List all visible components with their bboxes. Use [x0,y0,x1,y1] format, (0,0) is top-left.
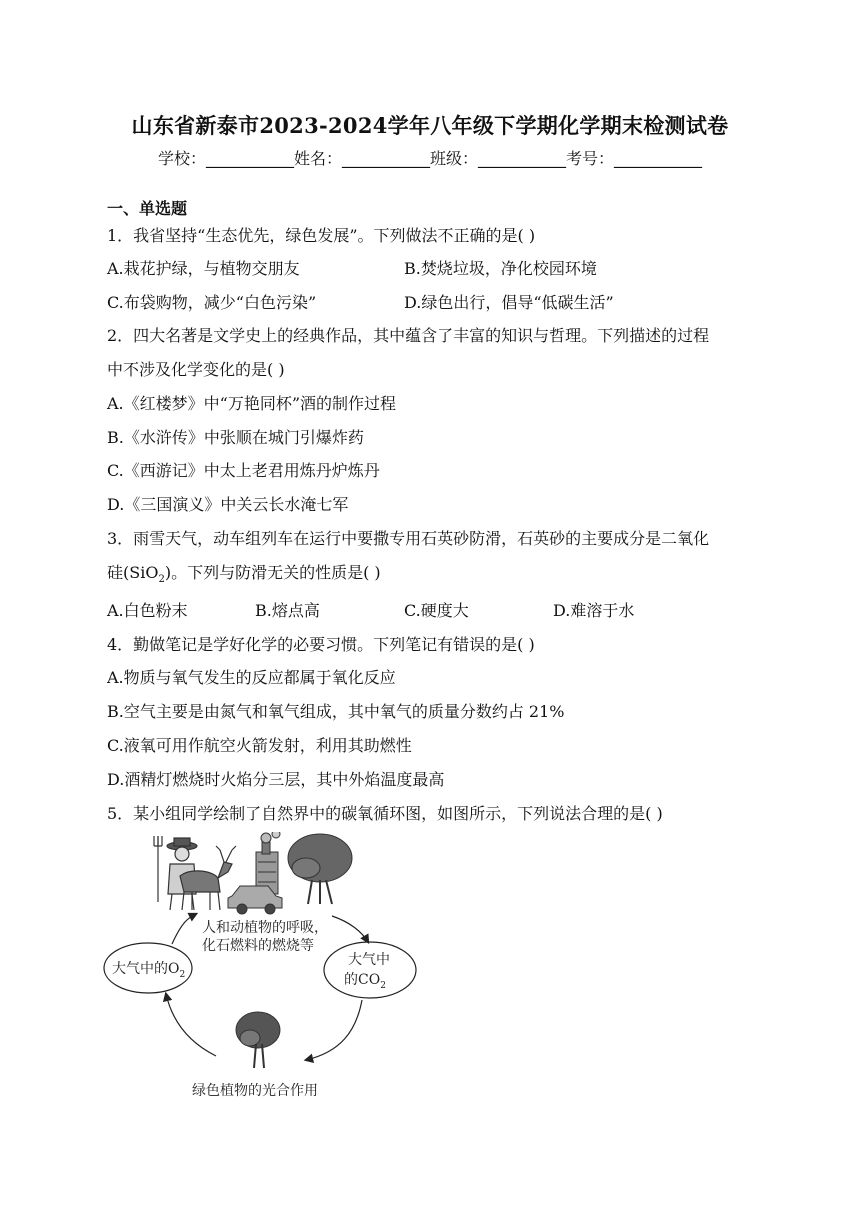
question-2-option-a: A.《红楼梦》中“万艳同杯”酒的制作过程 [107,394,397,413]
tree-illustration [288,834,352,904]
plant-tree-illustration [236,1012,280,1068]
photosynthesis-label: 绿色植物的光合作用 [192,1083,318,1099]
student-info-line: 学校：___________姓名：___________班级：___________考号：___________ [157,149,702,168]
question-3-option-b: B.熔点高 [255,601,320,620]
carbon-oxygen-cycle-diagram [100,832,440,1107]
question-1-option-a: A.栽花护绿，与植物交朋友 [107,259,300,278]
respiration-label-line-2: 化石燃料的燃烧等 [202,938,314,954]
factory-illustration [256,832,280,894]
atmospheric-co2-label-line-2: 的$CO_2$ [344,972,386,991]
atmospheric-o2-label: 大气中的$O_2$ [112,961,186,980]
question-3-option-c: C.硬度大 [404,601,469,620]
question-2-option-c: C.《西游记》中太上老君用炼丹炉炼丹 [107,461,380,480]
question-1-option-d: D.绿色出行，倡导“低碳生活” [404,293,614,312]
section-heading: 一、单选题 [107,199,188,218]
question-1-stem: 1．我省坚持“生态优先，绿色发展”。下列做法不正确的是( ) [107,226,536,245]
question-5-stem: 5．某小组同学绘制了自然界中的碳氧循环图，如图所示，下列说法合理的是( ) [107,804,663,823]
question-1-option-c: C.布袋购物，减少“白色污染” [107,293,317,312]
question-4-option-b: B.空气主要是由氮气和氧气组成，其中氧气的质量分数约占 21% [107,702,565,721]
page-title: 山东省新泰市2023-2024学年八年级下学期化学期末检测试卷 [131,113,729,138]
question-1-option-b: B.焚烧垃圾，净化校园环境 [404,259,597,278]
arrow-co2-to-photosynthesis [306,1000,362,1060]
question-4-option-d: D.酒精灯燃烧时火焰分三层，其中外焰温度最高 [107,770,445,789]
question-3-stem-line-2: 硅(SiO$_2$)。下列与防滑无关的性质是( ) [107,563,381,586]
atmospheric-co2-node [324,942,416,998]
question-2-option-d: D.《三国演义》中关云长水淹七军 [107,495,349,514]
arrow-photosynthesis-to-o2 [166,994,216,1056]
question-3-stem-line-1: 3．雨雪天气，动车组列车在运行中要撒专用石英砂防滑，石英砂的主要成分是二氧化 [107,529,710,548]
respiration-label-line-1: 人和动植物的呼吸， [202,920,328,936]
atmospheric-co2-label-line-1: 大气中 [348,952,390,968]
question-3-option-a: A.白色粉末 [107,601,188,620]
arrow-respiration-to-co2 [332,916,368,942]
question-2-option-b: B.《水浒传》中张顺在城门引爆炸药 [107,428,364,447]
question-4-option-c: C.液氧可用作航空火箭发射，利用其助燃性 [107,736,412,755]
arrow-o2-to-respiration [172,914,196,944]
question-2-stem-line-2: 中不涉及化学变化的是( ) [107,360,285,379]
question-4-option-a: A.物质与氧气发生的反应都属于氧化反应 [107,668,396,687]
question-3-option-d: D.难溶于水 [553,601,635,620]
question-4-stem: 4．勤做笔记是学好化学的必要习惯。下列笔记有错误的是( ) [107,635,535,654]
question-2-stem-line-1: 2．四大名著是文学史上的经典作品，其中蕴含了丰富的知识与哲理。下列描述的过程 [107,326,710,345]
